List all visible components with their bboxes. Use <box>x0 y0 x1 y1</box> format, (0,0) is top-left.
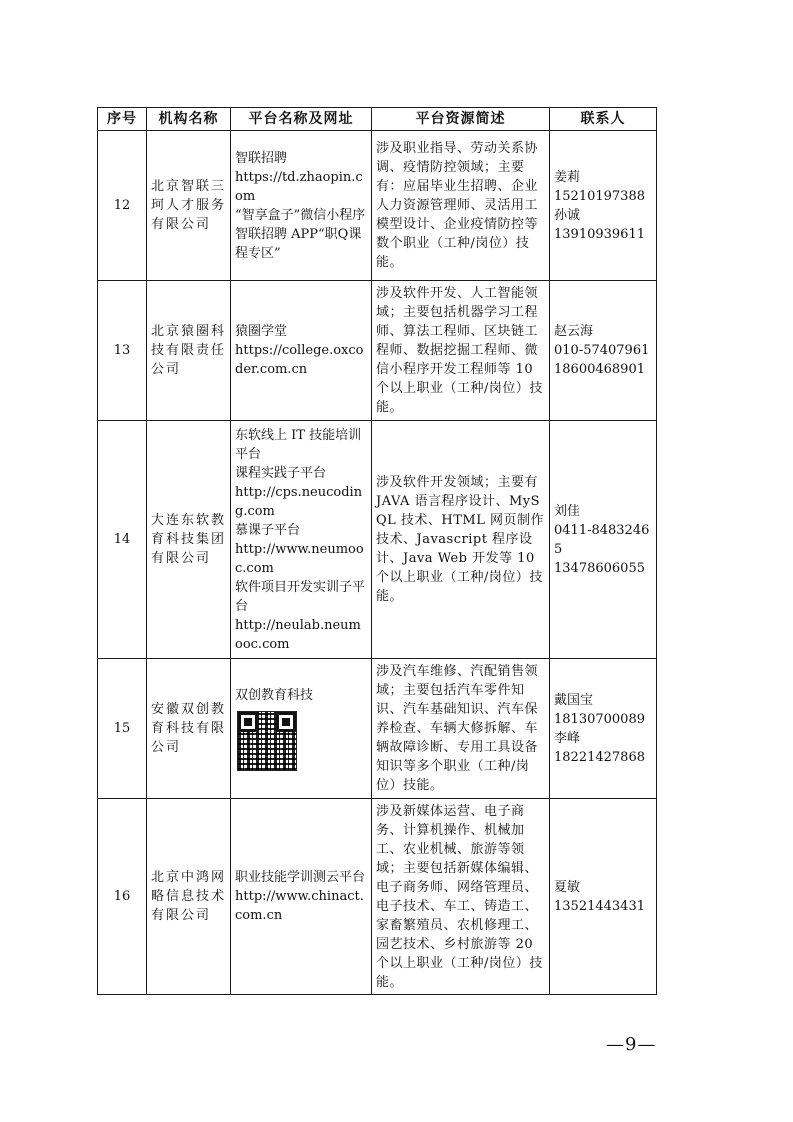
contact-info <box>550 421 657 659</box>
contact-name: 戴国宝 <box>554 692 594 708</box>
platform-info <box>231 421 372 659</box>
table-header-row <box>98 108 657 131</box>
platform-line: 猿圈学堂 <box>235 324 288 339</box>
contact-phone: 13910939611 <box>554 226 645 242</box>
platform-line: 课程实践子平台 <box>235 465 327 481</box>
contact-name: 夏敏 <box>554 879 581 895</box>
contact-phone: 0411-84832465 <box>554 522 650 557</box>
platform-url: https://college.oxcoder.com.cn <box>235 343 364 377</box>
contact-phone: 15210197388 <box>554 188 645 204</box>
row-number: 14 <box>98 421 147 659</box>
table-row <box>98 659 657 799</box>
platform-info <box>231 799 372 995</box>
contact-name: 孙诚 <box>554 207 581 223</box>
platform-line: 东软线上 IT 技能培训平台 <box>235 427 362 462</box>
resource-description: 涉及新媒体运营、电子商务、计算机操作、机械加工、农业机械、旅游等领域；主要包括新媒体编辑、电子商务师、网络管理员、电子技术、车工、铸造工、家畜繁殖员、农机修理工、园艺技术、乡村旅游等 20 个以上职业（工种/岗位）技能。 <box>372 799 550 995</box>
platform-line: “智享盒子”微信小程序 <box>235 207 366 223</box>
page-number: —9— <box>606 1034 657 1055</box>
platform-info <box>231 131 372 281</box>
resource-description: 涉及汽车维修、汽配销售领域；主要包括汽车零件知识、汽车基础知识、汽车保养检查、车辆大修拆解、车辆故障诊断、专用工具设备知识等多个职业（工种/岗位）技能。 <box>372 659 550 799</box>
contact-phone: 13478606055 <box>554 560 645 576</box>
platform-url: http://cps.neucoding.com <box>235 484 363 519</box>
row-number: 12 <box>98 131 147 281</box>
org-name: 北京智联三珂人才服务有限公司 <box>147 131 231 281</box>
header-platform: 平台名称及网址 <box>231 108 372 131</box>
platform-url: http://neulab.neumooc.com <box>235 617 361 652</box>
table-row <box>98 421 657 659</box>
contact-name: 姜莉 <box>554 169 581 185</box>
contact-name: 李峰 <box>554 730 581 746</box>
contact-phone: 010-57407961 <box>554 343 650 358</box>
table-row <box>98 281 657 421</box>
platform-line: 职业技能学训测云平台 <box>235 870 366 885</box>
platform-line: 软件项目开发实训子平台 <box>235 579 366 614</box>
platform-line: 慕课子平台 <box>235 522 301 538</box>
header-contact: 联系人 <box>550 108 657 131</box>
platform-line: 双创教育科技 <box>235 688 314 703</box>
platform-url: https://td.zhaopin.com <box>235 169 363 204</box>
contact-info <box>550 799 657 995</box>
platform-info <box>231 281 372 421</box>
org-name: 安徽双创教育科技有限公司 <box>147 659 231 799</box>
contact-phone: 13521443431 <box>554 898 645 914</box>
header-description: 平台资源简述 <box>372 108 550 131</box>
org-name: 北京中鸿网略信息技术有限公司 <box>147 799 231 995</box>
platform-info <box>231 659 372 799</box>
row-number: 16 <box>98 799 147 995</box>
contact-info <box>550 131 657 281</box>
platform-url: http://www.neumooc.com <box>235 541 364 576</box>
row-number: 15 <box>98 659 147 799</box>
platform-line: 智联招聘 APP“职Q课程专区” <box>235 226 362 261</box>
resource-description: 涉及职业指导、劳动关系协调、疫情防控领域；主要有：应届毕业生招聘、企业人力资源管理师、灵活用工模型设计、企业疫情防控等数个职业（工种/岗位）技能。 <box>372 131 550 281</box>
org-name: 北京猿圈科技有限责任公司 <box>147 281 231 421</box>
contact-info <box>550 281 657 421</box>
contact-name: 赵云海 <box>554 324 594 339</box>
resource-description: 涉及软件开发领域；主要有 JAVA 语言程序设计、MySQL 技术、HTML 网页制作技术、Javascript 程序设计、Java Web 开发等 10 个以上职业（工种/岗位）技能。 <box>372 421 550 659</box>
table-row <box>98 131 657 281</box>
header-org: 机构名称 <box>147 108 231 131</box>
row-number: 13 <box>98 281 147 421</box>
contact-phone: 18600468901 <box>554 362 645 377</box>
contact-phone: 18130700089 <box>554 711 645 727</box>
platform-table <box>97 107 657 995</box>
contact-phone: 18221427868 <box>554 749 645 765</box>
header-no: 序号 <box>98 108 147 131</box>
platform-url: http://www.chinact.com.cn <box>235 889 364 923</box>
qr-code-icon <box>237 711 297 771</box>
org-name: 大连东软教育科技集团有限公司 <box>147 421 231 659</box>
platform-line: 智联招聘 <box>235 150 288 166</box>
table-row <box>98 799 657 995</box>
contact-name: 刘佳 <box>554 503 581 519</box>
contact-info <box>550 659 657 799</box>
resource-description: 涉及软件开发、人工智能领域；主要包括机器学习工程师、算法工程师、区块链工程师、数据挖掘工程师、微信小程序开发工程师等 10 个以上职业（工种/岗位）技能。 <box>372 281 550 421</box>
